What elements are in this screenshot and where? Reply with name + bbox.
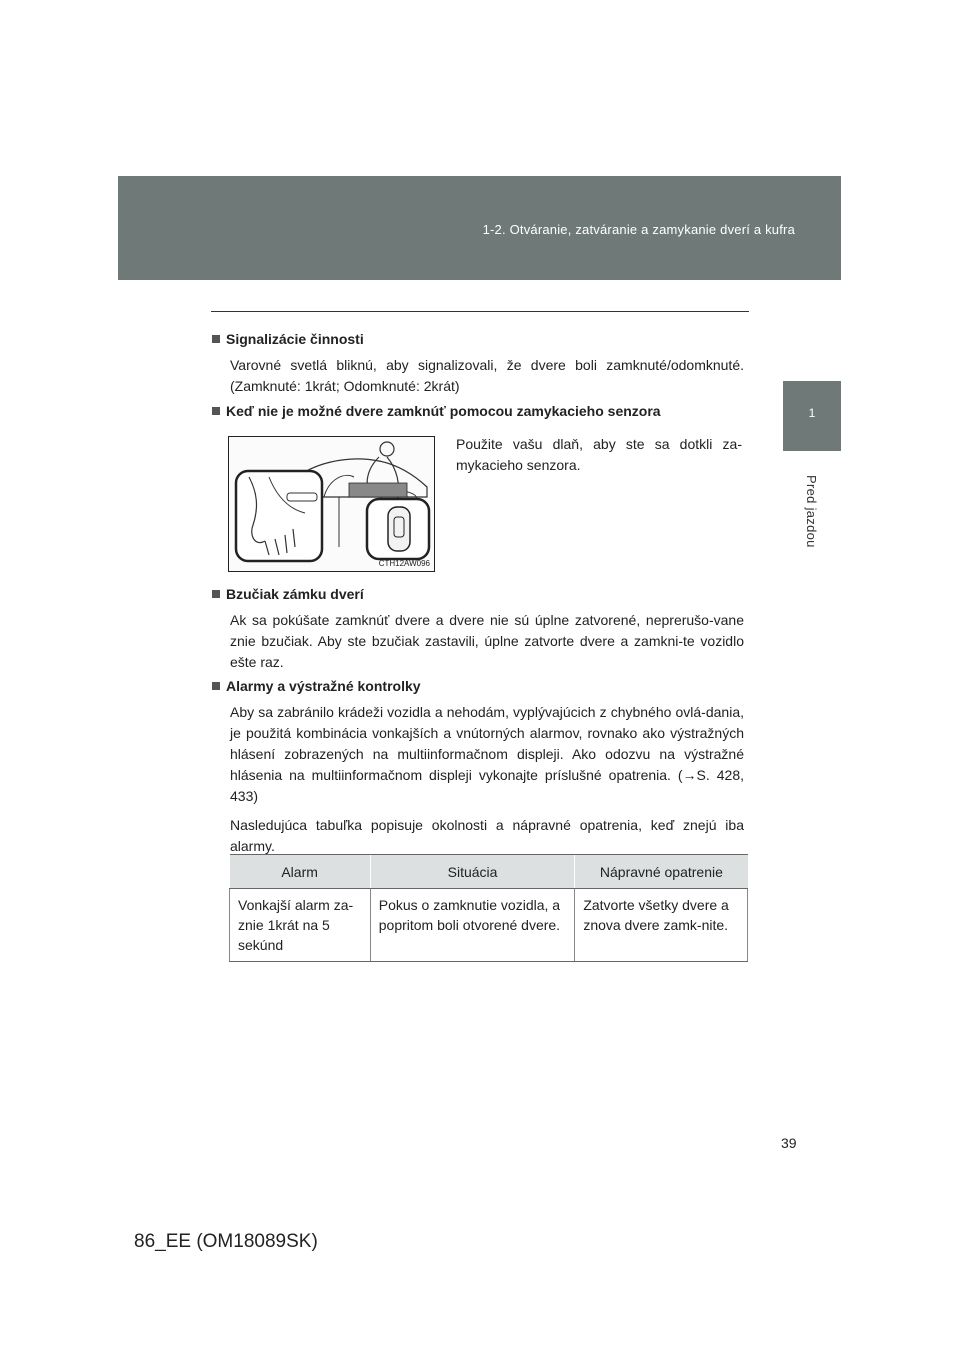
column-header-action: Nápravné opatrenie — [575, 855, 748, 889]
table-header-row — [230, 855, 748, 889]
square-bullet-icon — [212, 407, 220, 415]
section-alarms — [212, 676, 744, 857]
chapter-tab — [783, 381, 841, 451]
square-bullet-icon — [212, 682, 220, 690]
car-door-handle-illustration — [229, 437, 436, 573]
column-header-situation: Situácia — [370, 855, 575, 889]
section-text: Aby sa zabránilo krádeži vozidla a nehodám, vyplývajúcich z chybného ovlá-dania, je použitá kombinácia vonkajších a vnútorných alarmov, rovnako ako výstražných hlásení zobrazených na multiinformačnom displeji. Ako odozvu na výstražné hlásenia na multiinformačnom displeji vykonajte príslušné opatrenia. (→S. 428, 433) — [230, 704, 744, 804]
cell-action: Zatvorte všetky dvere a znova dvere zamk-nite. — [575, 889, 748, 962]
square-bullet-icon — [212, 590, 220, 598]
section-text: Ak sa pokúšate zamknúť dvere a dvere nie sú úplne zatvorené, neprerušo-vane znie bzučiak. Aby ste bzučiak zastavili, úplne zatvorte dvere a zamkni-te vozidlo ešte raz. — [230, 612, 744, 670]
section-heading: Signalizácie činnosti — [212, 329, 744, 349]
section-text: Varovné svetlá bliknú, aby signalizovali, že dvere boli zamknuté/odomknuté. (Zamknuté: 1krát; Odomknuté: 2krát) — [230, 357, 744, 394]
figure-code: CTH12AW096 — [378, 559, 430, 568]
alarm-table — [229, 854, 748, 962]
section-lock-sensor — [212, 401, 744, 421]
top-rule — [211, 311, 749, 312]
section-signalization — [212, 329, 744, 397]
chapter-label: Pred jazdou — [804, 475, 819, 548]
figure-caption: Použite vašu dlaň, aby ste sa dotkli za-mykacieho senzora. — [456, 436, 742, 473]
chapter-number: 1 — [808, 406, 816, 420]
section-heading: Keď nie je možné dvere zamknúť pomocou zamykacieho senzora — [212, 401, 744, 421]
header-band — [118, 176, 841, 280]
cell-situation: Pokus o zamknutie vozidla, a popritom boli otvorené dvere. — [370, 889, 575, 962]
page-number: 39 — [781, 1135, 797, 1151]
illustration-lock-sensor — [228, 436, 435, 572]
section-text-2: Nasledujúca tabuľka popisuje okolnosti a nápravné opatrenia, keď znejú iba alarmy. — [230, 817, 744, 854]
section-door-buzzer — [212, 584, 744, 673]
section-title: 1-2. Otváranie, zatváranie a zamykanie dverí a kufra — [482, 222, 795, 237]
section-heading: Alarmy a výstražné kontrolky — [212, 676, 744, 696]
square-bullet-icon — [212, 335, 220, 343]
cell-alarm: Vonkajší alarm za-znie 1krát na 5 sekúnd — [230, 889, 371, 962]
document-code: 86_EE (OM18089SK) — [134, 1231, 318, 1252]
column-header-alarm: Alarm — [230, 855, 371, 889]
section-heading: Bzučiak zámku dverí — [212, 584, 744, 604]
table-row — [230, 889, 748, 962]
